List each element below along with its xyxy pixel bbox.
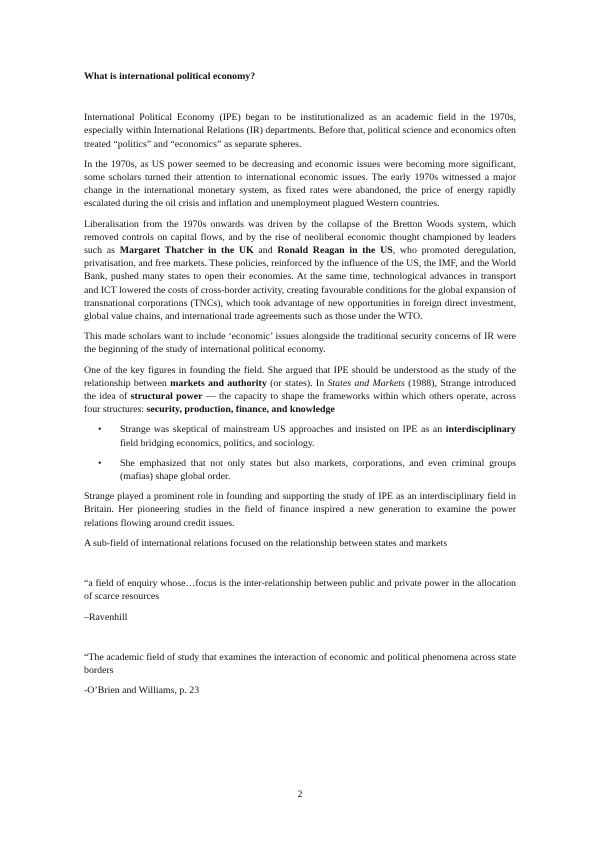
bold-four-structures: security, production, finance, and knowledge	[146, 404, 335, 416]
paragraph-subfield: A sub-field of international relations focused on the relationship between states and markets	[84, 537, 448, 549]
paragraph-1970s: In the 1970s, as US power seemed to be decreasing and economic issues were becoming more significant, some scholars turned their attention to international economic issues. The early 1970s witnessed a major change in the international monetary system, as fixed rates were abandoned, the price of energy rapidly escalated during the oil crisis and inflation and unemployment plagued Western countries.	[84, 158, 516, 210]
text-run: (1988), Strange introduced the idea of	[84, 377, 516, 403]
quote-ravenhill: “a field of enquiry whose…focus is the inter-relationship between public and private power in the allocation of scarce resources	[84, 578, 516, 603]
bold-thatcher: Margaret Thatcher in the UK	[119, 245, 254, 257]
paragraph-strange	[84, 364, 516, 417]
text-run: Liberalisation from the 1970s onwards was driven by the collapse of the Bretton Woods system, which removed controls on capital flows, and by the rise of neoliberal economic thought championed by leaders such as	[84, 218, 516, 257]
text-run: (or states). In	[266, 377, 328, 389]
bold-reagan: Ronald Reagan in the US	[277, 245, 393, 257]
text-run: Strange was skeptical of mainstream US approaches and insisted on IPE as an	[120, 424, 446, 436]
bold-structural-power: structural power	[130, 391, 203, 403]
paragraph-scholars: This made scholars want to include ‘economic’ issues alongside the traditional security concerns of IR were the beginning of the study of international political economy.	[84, 331, 516, 356]
page-number: 2	[297, 789, 303, 800]
text-run: field bridging economics, politics, and sociology.	[120, 437, 315, 449]
citation-ravenhill: –Ravenhill	[84, 611, 128, 623]
list-item	[120, 457, 516, 483]
paragraph-liberalisation	[84, 218, 516, 324]
spacer	[84, 631, 516, 651]
text-run: One of the key figures in founding the field. She argued that IPE should be understood as the study of the relationship between	[84, 364, 516, 389]
text-run: She emphasized that not only states but also markets, corporations, and even criminal groups (mafias) shape global order.	[120, 457, 516, 483]
bullet-list	[84, 423, 516, 483]
paragraph-ipe-origins: International Political Economy (IPE) began to be institutionalized as an academic field in the 1970s, especially within International Relations (IR) departments. Before that, political science and economics often treated “politics” and “economics” as separate spheres.	[84, 112, 516, 150]
bold-markets-authority: markets and authority	[170, 377, 267, 389]
text-run: , who promoted deregulation, privatisation, and free markets. These policies, reinforced by the influence of the US, the IMF, and the World Bank, pushed many states to open their economies. At the same time, technological advances in transport and ICT lowered the costs of cross-border activity, creating favourable conditions for the global expansion of transnational corporations (TNCs), which took advantage of new opportunities in foreign direct investment, global value chains, and international trade agreements such as those under the WTO.	[84, 245, 516, 323]
italic-book-title: States and Markets	[327, 377, 405, 389]
citation-obrien-williams: -O’Brien and Williams, p. 23	[84, 685, 200, 697]
quote-obrien-williams: “The academic field of study that examines the interaction of economic and political phenomena across state borders	[84, 651, 516, 676]
text-run: — the capacity to shape the frameworks within which others operate, across four structures:	[84, 391, 516, 416]
section-title: What is international political economy?	[84, 71, 256, 82]
list-item	[120, 423, 516, 449]
text-run: and	[253, 245, 278, 257]
spacer	[84, 557, 516, 577]
page-content	[84, 70, 516, 704]
bold-interdisciplinary: interdisciplinary	[445, 424, 516, 436]
paragraph-strange-role: Strange played a prominent role in founding and supporting the study of IPE as an interdisciplinary field in Britain. Her pioneering studies in the field of finance inspired a new generation to examine the power relations flowing around credit issues.	[84, 491, 516, 529]
